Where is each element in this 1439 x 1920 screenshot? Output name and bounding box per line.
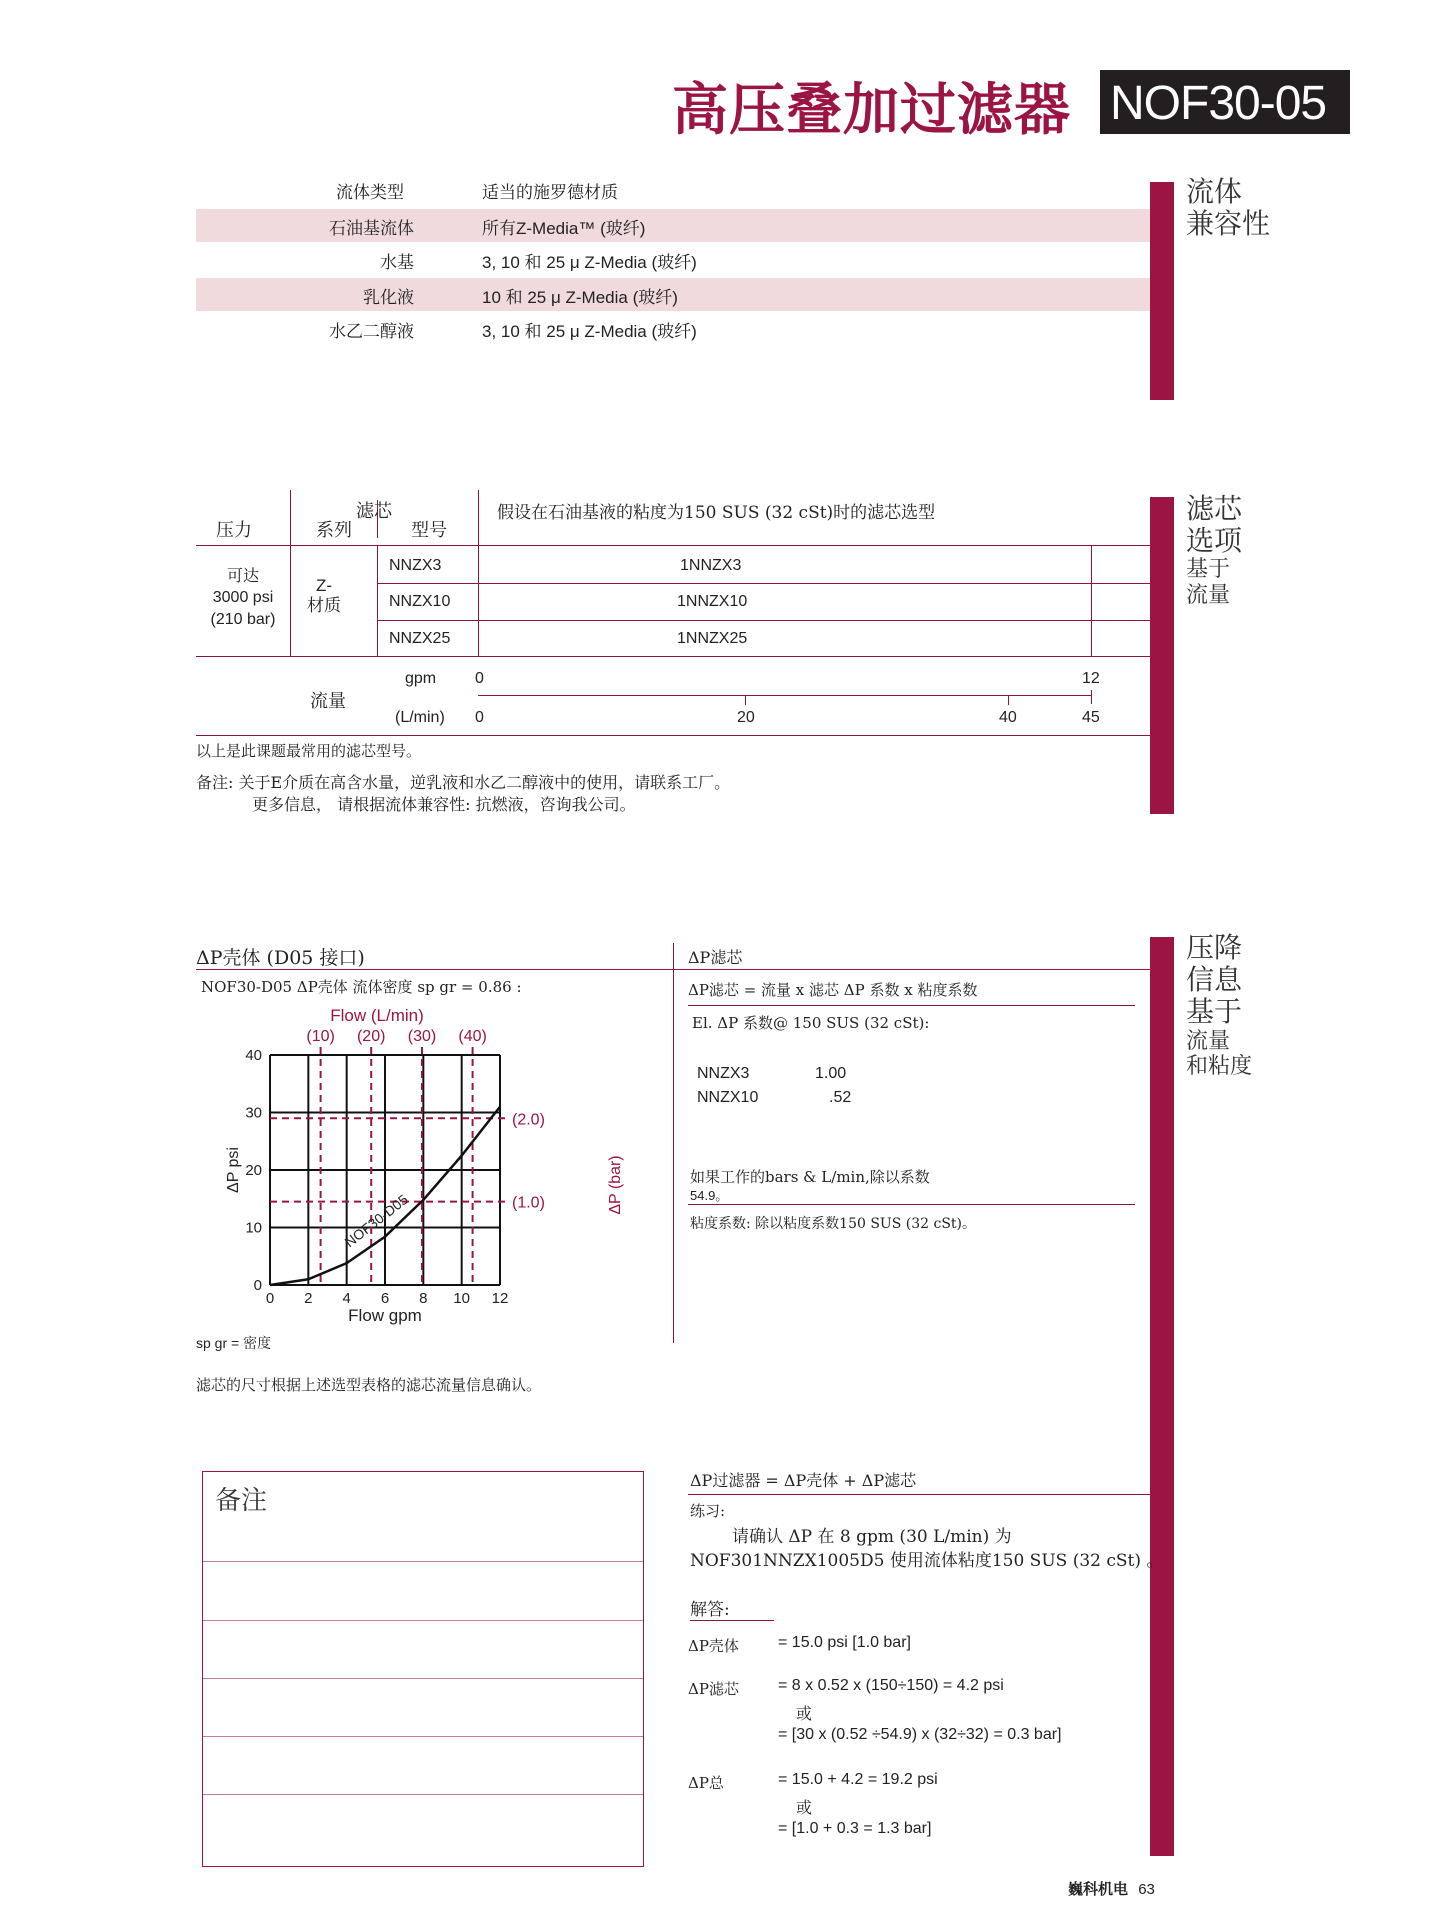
footer-company: 巍科机电 [1068, 1880, 1129, 1898]
divider [673, 943, 674, 1343]
divider [688, 1204, 1135, 1205]
housing-subtitle: NOF30-D05 ΔP壳体 流体密度 sp gr = 0.86 : [201, 978, 522, 996]
pressure-line: 可达 [226, 566, 259, 585]
x-tick-label: 12 [491, 1290, 509, 1307]
bars-note: 如果工作的bars & L/min,除以系数 [690, 1168, 930, 1186]
divider [196, 735, 1150, 736]
sp-gr-note: sp gr = 密度 [196, 1335, 272, 1351]
unit-lmin: (L/min) [395, 709, 445, 726]
col-series: 系列 [316, 520, 352, 541]
divider [377, 583, 1150, 584]
sidebar-bar-pressure [1150, 937, 1174, 1856]
viscosity-note: 粘度系数: 除以粘度系数150 SUS (32 cSt)。 [690, 1216, 977, 1232]
bars-note: 54.9。 [690, 1188, 729, 1203]
pressure-drop-chart [220, 1005, 640, 1335]
side-label-line: 滤芯 [1186, 492, 1243, 525]
side-label-line: 基于 [1186, 995, 1243, 1029]
y2-axis-label: ΔP (bar) [607, 1155, 624, 1215]
answer-housing-label: ΔP壳体 [688, 1637, 739, 1655]
exercise-label: 练习: [690, 1502, 726, 1520]
x-tick-label: 8 [419, 1290, 428, 1307]
lmin-tick: 45 [1082, 709, 1100, 726]
answer-total-value: = [1.0 + 0.3 = 1.3 bar] [778, 1820, 932, 1837]
fluid-type: 水乙二醇液 [329, 322, 414, 342]
bar-tick-label: (1.0) [512, 1194, 545, 1212]
series-cell [290, 576, 358, 616]
divider [196, 545, 1150, 546]
exercise-question: NOF301NNZX1005D5 使用流体粘度150 SUS (32 cSt) 。 [690, 1551, 1164, 1571]
confirm-note: 滤芯的尺寸根据上述选型表格的滤芯流量信息确认。 [196, 1376, 542, 1394]
side-label-line: 兼容性 [1186, 207, 1271, 241]
fluid-media: 3, 10 和 25 μ Z-Media (玻纤) [482, 322, 697, 341]
notes-line [203, 1736, 643, 1737]
series-line: 材质 [307, 596, 341, 616]
answer-total-value: = 15.0 + 4.2 = 19.2 psi [778, 1771, 938, 1788]
gpm-tick: 0 [475, 670, 484, 687]
lmin-tick-label: (30) [407, 1028, 437, 1045]
divider [688, 1494, 1150, 1495]
divider [1091, 545, 1092, 656]
flow-scale-tick [1091, 690, 1092, 704]
x-tick-label: 0 [265, 1290, 275, 1307]
side-label-fluid [1186, 176, 1270, 240]
side-label-line: 和粘度 [1186, 1053, 1253, 1079]
gpm-tick: 12 [1082, 670, 1100, 687]
answer-element-value: = 8 x 0.52 x (150÷150) = 4.2 psi [778, 1677, 1004, 1694]
pressure-line: 3000 psi [212, 589, 274, 606]
factor-value: .52 [829, 1089, 852, 1106]
fluid-media: 10 和 25 μ Z-Media (玻纤) [482, 288, 678, 307]
answer-housing-value: = 15.0 psi [1.0 bar] [778, 1634, 911, 1651]
element-title: ΔP滤芯 [688, 948, 743, 967]
exercise-question: 请确认 ΔP 在 8 gpm (30 L/min) 为 [732, 1527, 1012, 1547]
y-tick-label: 40 [245, 1047, 262, 1064]
side-label-element [1186, 493, 1242, 608]
notes-title: 备注 [215, 1486, 268, 1516]
fluid-type: 乳化液 [363, 288, 414, 308]
fluid-media: 所有Z-Media™ (玻纤) [482, 219, 646, 238]
housing-title: ΔP壳体 (D05 接口) [196, 947, 365, 969]
notes-line [203, 1794, 643, 1795]
pressure-line: (210 bar) [210, 611, 276, 628]
lmin-tick: 0 [475, 709, 484, 726]
answer-element-value: = [30 x (0.52 ÷54.9) x (32÷32) = 0.3 bar] [778, 1726, 1062, 1743]
footer-page: 63 [1138, 1881, 1155, 1898]
divider [688, 1005, 1135, 1006]
flow-scale-tick [1008, 695, 1009, 705]
bar-tick-label: (2.0) [512, 1111, 545, 1129]
flow-label: 流量 [310, 691, 346, 712]
fluid-type: 水基 [380, 253, 414, 273]
answer-element-label: ΔP滤芯 [688, 1680, 739, 1698]
divider [478, 490, 479, 656]
answer-or: 或 [796, 1704, 813, 1723]
factor-model: NNZX3 [697, 1065, 750, 1082]
y-tick-label: 30 [245, 1104, 262, 1122]
fluid-type: 石油基流体 [329, 219, 414, 239]
page-title: 高压叠加过滤器 [672, 77, 1071, 143]
lmin-tick-label: (10) [306, 1028, 335, 1045]
side-label-line: 流量 [1186, 582, 1231, 608]
factor-model: NNZX10 [697, 1089, 759, 1106]
x-tick-label: 10 [453, 1290, 471, 1307]
divider [196, 656, 1150, 657]
flow-scale-tick [745, 695, 746, 705]
answer-or: 或 [796, 1798, 813, 1817]
sidebar-bar-fluid [1150, 182, 1174, 400]
fluid-header-left: 流体类型 [336, 183, 404, 203]
chart-title: Flow (L/min) [330, 1006, 424, 1025]
pressure-cell [196, 565, 290, 631]
series-line: Z- [315, 576, 333, 595]
y-tick-label: 0 [253, 1277, 262, 1294]
x-axis-label: Flow gpm [348, 1306, 422, 1325]
side-label-line: 流量 [1186, 1028, 1231, 1054]
lmin-tick: 20 [737, 709, 755, 726]
col-model: 型号 [411, 520, 447, 541]
fluid-media: 3, 10 和 25 μ Z-Media (玻纤) [482, 253, 697, 272]
y-axis-label: ΔP psi [225, 1147, 242, 1193]
col-element: 滤芯 [356, 501, 392, 522]
col-assumption: 假设在石油基液的粘度为150 SUS (32 cSt)时的滤芯选型 [497, 503, 936, 523]
col-pressure: 压力 [216, 520, 252, 541]
element-model: NNZX3 [389, 557, 442, 574]
lmin-tick-label: (20) [356, 1028, 386, 1045]
x-tick-label: 2 [304, 1290, 313, 1307]
lmin-tick: 40 [999, 709, 1017, 726]
y-tick-label: 10 [245, 1219, 262, 1237]
series-label: NOF30-D05 [341, 1191, 411, 1251]
side-label-pressure [1186, 932, 1252, 1079]
side-label-line: 选项 [1186, 524, 1243, 558]
selection-note: 更多信息， 请根据流体兼容性: 抗燃液，咨询我公司。 [252, 795, 636, 814]
notes-line [203, 1620, 643, 1621]
notes-line [203, 1678, 643, 1679]
lmin-tick-label: (40) [458, 1028, 487, 1045]
sidebar-bar-element [1150, 497, 1174, 814]
element-formula: ΔP滤芯 = 流量 x 滤芯 ΔP 系数 x 粘度系数 [688, 981, 978, 999]
element-model: NNZX10 [389, 593, 451, 610]
divider [377, 545, 378, 656]
notes-line [203, 1561, 643, 1562]
element-bar-label: 1NNZX10 [677, 593, 748, 610]
model-badge [1100, 70, 1350, 134]
answer-label: 解答: [690, 1600, 730, 1620]
element-bar-label: 1NNZX3 [680, 557, 742, 574]
element-bar-label: 1NNZX25 [677, 630, 748, 647]
model-number: NOF30-05 [1110, 77, 1327, 130]
side-label-line: 基于 [1186, 557, 1231, 583]
y-tick-label: 20 [245, 1162, 262, 1179]
total-formula: ΔP过滤器 = ΔP壳体 + ΔP滤芯 [690, 1471, 917, 1490]
footer [1068, 1878, 1155, 1899]
divider [377, 620, 1150, 621]
side-label-line: 流体 [1186, 175, 1243, 208]
unit-gpm: gpm [405, 670, 437, 687]
notes-box[interactable] [202, 1471, 644, 1867]
selection-note: 备注: 关于E介质在高含水量，逆乳液和水乙二醇液中的使用，请联系工厂。 [196, 773, 731, 792]
element-factor-header: El. ΔP 系数@ 150 SUS (32 cSt): [692, 1014, 930, 1032]
flow-scale-line [478, 695, 1092, 696]
side-label-line: 压降 [1186, 931, 1243, 964]
selection-note: 以上是此课题最常用的滤芯型号。 [196, 742, 422, 760]
x-tick-label: 4 [342, 1290, 351, 1307]
factor-value: 1.00 [815, 1065, 847, 1082]
fluid-header-right: 适当的施罗德材质 [482, 183, 618, 203]
element-model: NNZX25 [389, 630, 451, 647]
answer-total-label: ΔP总 [688, 1774, 724, 1792]
x-tick-label: 6 [380, 1290, 390, 1307]
divider [290, 490, 291, 656]
divider [690, 1620, 774, 1621]
side-label-line: 信息 [1186, 963, 1243, 997]
